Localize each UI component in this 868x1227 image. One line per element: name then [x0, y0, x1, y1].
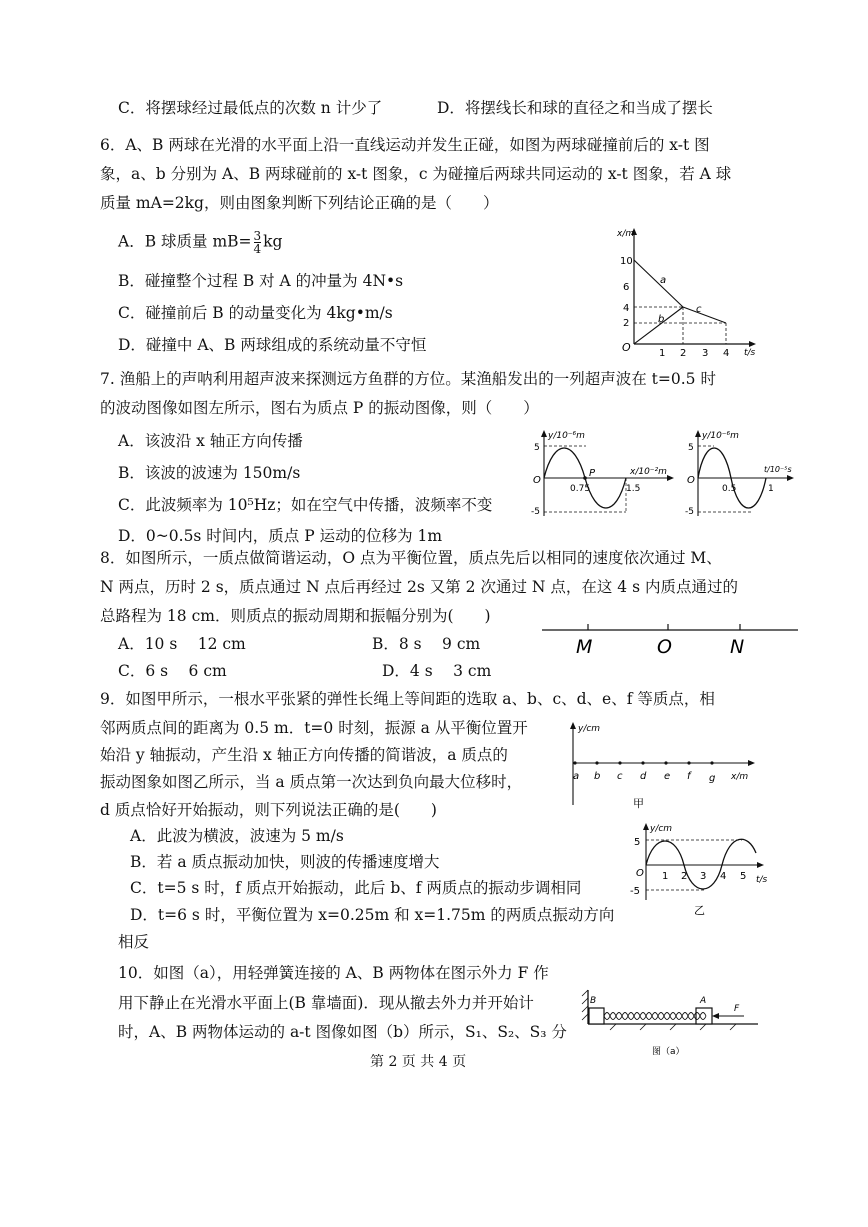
q6-graph-ytick-10: 10 — [620, 256, 633, 267]
q8-option-b: B．8 s 9 cm — [372, 635, 481, 653]
q6-graph-xtick-2: 2 — [680, 348, 687, 358]
q10-stem-line2: 用下静止在光滑水平面上(B 靠墙面)．现从撤去外力并开始计 — [118, 994, 534, 1012]
q8-label-m: M — [576, 636, 593, 658]
q7-left-ybot: -5 — [531, 507, 540, 517]
q10-block-b — [589, 1008, 604, 1024]
q6-stem-line2: 象，a、b 分别为 A、B 两球碰前的 x-t 图象，c 为碰撞后两球共同运动的 x-t 图象，若 A 球 — [100, 165, 732, 183]
q6-graph-xlabel: t/s — [744, 348, 756, 358]
q9-rope-figure-jia — [565, 715, 760, 810]
q9-option-c: C．t=5 s 时，f 质点开始振动，此后 b、f 两质点的振动步调相同 — [130, 879, 582, 897]
q7-right-ylabel: y/10⁻⁶m — [702, 431, 739, 441]
q8-stem-line3: 总路程为 18 cm．则质点的振动周期和振幅分别为( ) — [100, 607, 491, 625]
q10-caption-a: 图（a） — [652, 1047, 685, 1057]
q7-right-origin: O — [687, 475, 695, 486]
q6-stem-line1: 6．A、B 两球在光滑的水平面上沿一直线运动并发生正碰，如图为两球碰撞前后的 x-t 图 — [100, 136, 710, 154]
q10-stem-line1: 10．如图（a），用轻弹簧连接的 A、B 两物体在图示外力 F 作 — [118, 964, 549, 982]
q9-option-a: A．此波为横波，波速为 5 m/s — [130, 827, 344, 845]
q6-option-d: D．碰撞中 A、B 两球组成的系统动量不守恒 — [118, 336, 427, 354]
q10-block-a — [696, 1008, 712, 1024]
q9-stem-line5: d 质点恰好开始振动，则下列说法正确的是( ) — [100, 801, 437, 819]
q8-option-c: C．6 s 6 cm — [118, 662, 227, 680]
q8-option-a: A．10 s 12 cm — [118, 635, 246, 653]
q9-point-b: b — [594, 771, 601, 782]
q7-right-ybot: -5 — [685, 507, 694, 517]
q9-option-d-line2: 相反 — [118, 933, 150, 951]
q6-option-a-unit: kg — [263, 232, 283, 251]
q7-left-point-p: P — [589, 468, 596, 479]
option-c-prev: C．将摆球经过最低点的次数 n 计少了 — [118, 99, 383, 117]
q8-mon-figure — [540, 618, 802, 662]
q9-yi-ylabel: y/cm — [650, 824, 673, 834]
q6-label-b: b — [658, 314, 665, 325]
q9-yi-xtick-5: 5 — [740, 871, 747, 882]
q9-option-b: B．若 a 质点振动加快，则波的传播速度增大 — [130, 853, 440, 871]
q7-option-d: D．0~0.5s 时间内，质点 P 运动的位移为 1m — [118, 527, 443, 545]
q6-line-b — [634, 307, 683, 344]
q6-stem-line3: 质量 mA=2kg，则由图象判断下列结论正确的是（ ） — [100, 194, 499, 212]
q6-line-c — [683, 307, 726, 323]
q6-line-a — [634, 260, 683, 307]
q6-label-c: c — [696, 304, 702, 315]
q10-label-a: A — [700, 996, 707, 1006]
page-footer: 第 2 页 共 4 页 — [370, 1054, 467, 1070]
q9-yi-xlabel: t/s — [756, 875, 768, 885]
q8-label-o: O — [657, 636, 672, 658]
q6-graph-ytick-2: 2 — [623, 318, 630, 329]
q9-caption-jia: 甲 — [633, 797, 644, 810]
q6-option-b: B．碰撞整个过程 B 对 A 的冲量为 4N•s — [118, 272, 404, 290]
q9-vibration-figure-yi — [628, 818, 774, 918]
q9-yi-ybot: -5 — [630, 886, 640, 897]
q6-graph-xtick-1: 1 — [659, 348, 666, 358]
q9-yi-xtick-4: 4 — [720, 871, 727, 882]
q9-stem-line2: 邻两质点间的距离为 0.5 m．t=0 时刻，振源 a 从平衡位置开 — [100, 719, 528, 737]
q9-point-d: d — [640, 771, 647, 782]
q9-stem-line3: 始沿 y 轴振动，产生沿 x 轴正方向传播的简谐波，a 质点的 — [100, 746, 508, 764]
option-d-prev: D．将摆线长和球的直径之和当成了摆长 — [437, 99, 713, 117]
q6-label-a: a — [660, 275, 667, 286]
q6-graph-ytick-6: 6 — [623, 282, 630, 293]
q7-option-a: A．该波沿 x 轴正方向传播 — [118, 432, 303, 450]
q6-option-a-prefix: A．B 球质量 mB= — [118, 232, 252, 251]
q6-graph-ylabel: x/m — [617, 229, 635, 239]
q10-label-f: F — [734, 1004, 740, 1014]
q7-left-ytop: 5 — [534, 443, 540, 453]
q9-jia-xlabel: x/m — [731, 772, 749, 782]
q7-right-x1: 0.5 — [722, 484, 737, 494]
q10-label-b: B — [590, 996, 597, 1006]
q7-left-xlabel: x/10⁻²m — [630, 467, 667, 477]
q6-graph-xtick-4: 4 — [723, 348, 730, 358]
q9-jia-ylabel: y/cm — [578, 724, 601, 734]
q9-point-a: a — [573, 771, 580, 782]
q6-option-a — [118, 230, 282, 255]
q9-option-d-line1: D．t=6 s 时，平衡位置为 x=0.25m 和 x=1.75m 的两质点振动方向 — [130, 906, 615, 924]
q8-stem-line1: 8．如图所示，一质点做简谐运动，O 点为平衡位置，质点先后以相同的速度依次通过 M、 — [100, 549, 722, 567]
q9-caption-yi: 乙 — [694, 904, 705, 917]
q7-left-origin: O — [533, 475, 541, 486]
q9-yi-xtick-1: 1 — [662, 871, 669, 882]
q7-option-c: C．此波频率为 10⁵Hz；如在空气中传播，波频率不变 — [118, 496, 493, 514]
q9-stem-line4: 振动图象如图乙所示，当 a 质点第一次达到负向最大位移时， — [100, 773, 523, 791]
q7-right-xlabel: t/10⁻⁵s — [764, 465, 792, 474]
q9-yi-xtick-3: 3 — [700, 871, 707, 882]
q7-right-ytop: 5 — [688, 443, 694, 453]
q9-yi-origin: O — [636, 868, 644, 879]
q6-graph-origin: O — [622, 341, 631, 354]
q6-graph-xtick-3: 3 — [702, 348, 709, 358]
q6-option-c: C．碰撞前后 B 的动量变化为 4kg•m/s — [118, 304, 393, 322]
q9-yi-xtick-2: 2 — [681, 871, 688, 882]
q9-point-g: g — [709, 773, 716, 784]
q7-right-x2: 1 — [768, 484, 774, 494]
q8-stem-line2: N 两点，历时 2 s，质点通过 N 点后再经过 2s 又第 2 次通过 N 点，在这 4 s 内质点通过的 — [100, 578, 738, 596]
q9-yi-ytop: 5 — [634, 837, 641, 848]
q6-option-a-denominator: 4 — [253, 242, 262, 256]
q9-point-c: c — [617, 771, 623, 782]
q8-option-d: D．4 s 3 cm — [382, 662, 492, 680]
q6-option-a-numerator: 3 — [253, 229, 262, 243]
q9-point-f: f — [687, 771, 691, 782]
q8-label-n: N — [730, 636, 745, 658]
q7-left-x1: 0.75 — [570, 484, 591, 494]
q10-spring — [604, 1013, 706, 1020]
q9-stem-line1: 9．如图甲所示，一根水平张紧的弹性长绳上等间距的选取 a、b、c、d、e、f 等质点，相 — [100, 690, 715, 708]
q7-stem-line1: 7. 渔船上的声呐利用超声波来探测远方鱼群的方位。某渔船发出的一列超声波在 t=0.5 时 — [100, 370, 716, 388]
q10-stem-line3: 时，A、B 两物体运动的 a-t 图像如图（b）所示，S₁、S₂、S₃ 分 — [118, 1023, 567, 1041]
q7-wave-graph — [530, 428, 676, 520]
q9-point-e: e — [664, 771, 671, 782]
q6-xt-graph — [612, 226, 762, 358]
q7-stem-line2: 的波动图像如图左所示，图右为质点 P 的振动图像，则（ ） — [100, 399, 539, 417]
q6-graph-ytick-4: 4 — [623, 303, 630, 314]
q7-vibration-graph — [684, 428, 796, 520]
q7-option-b: B．该波的波速为 150m/s — [118, 464, 301, 482]
q10-spring-figure — [580, 986, 765, 1058]
q7-left-x2: 1.5 — [626, 484, 641, 494]
q7-left-ylabel: y/10⁻⁶m — [548, 431, 585, 441]
